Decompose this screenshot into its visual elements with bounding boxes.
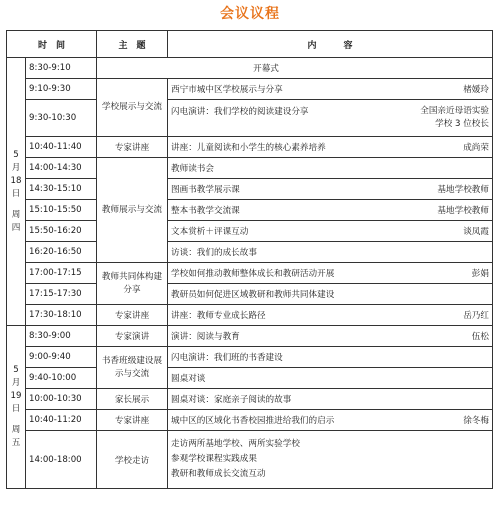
day-month: 5 (13, 149, 19, 160)
table-row (7, 100, 493, 137)
content-text: 讲座：儿童阅读和小学生的核心素养培养 (171, 143, 326, 153)
topic-label: 学校展示与交流 (101, 102, 163, 112)
table-row (7, 242, 493, 263)
agenda-table (6, 30, 493, 489)
content-cell (168, 263, 493, 284)
time-cell: 16:20-16:50 (26, 242, 97, 263)
topic-cell: 家长展示 (97, 389, 168, 410)
content-text: 演讲：阅读与教育 (171, 332, 240, 342)
header-row (7, 31, 493, 58)
content-cell (168, 200, 493, 221)
day-week: 周 (11, 209, 21, 220)
topic-cell: 学校走访 (97, 431, 168, 489)
content-text: 城中区的区域化书香校园推进给我们的启示 (171, 416, 335, 426)
speaker-name: 谈凤霞 (463, 227, 489, 237)
time-cell: 14:30-15:10 (26, 179, 97, 200)
time-cell: 17:00-17:15 (26, 263, 97, 284)
topic-cell (97, 263, 168, 305)
content-cell (168, 326, 493, 347)
speaker-name: 全国亲近母语实验 (420, 106, 489, 116)
table-row (7, 389, 493, 410)
table-row (7, 200, 493, 221)
day-cell-18 (7, 58, 26, 326)
header-time: 时 间 (7, 31, 97, 58)
content-cell: 圆桌对谈 (168, 368, 493, 389)
content-text: 文本赏析＋评课互动 (171, 227, 249, 237)
time-cell: 17:15-17:30 (26, 284, 97, 305)
day-weekday: 四 (11, 222, 21, 233)
table-row (7, 79, 493, 100)
content-text: 学校如何推动教师整体成长和教研活动开展 (171, 269, 335, 279)
content-text: 讲座：教师专业成长路径 (171, 311, 266, 321)
speaker-name: 成尚荣 (463, 143, 489, 153)
time-cell: 8:30-9:10 (26, 58, 97, 79)
table-row (7, 305, 493, 326)
content-cell (168, 410, 493, 431)
time-cell: 15:10-15:50 (26, 200, 97, 221)
table-row (7, 158, 493, 179)
time-cell: 9:00-9:40 (26, 347, 97, 368)
content-text: 图画书教学展示课 (171, 185, 240, 195)
content-text: 闪电演讲：我们学校的阅读建设分享 (171, 107, 309, 117)
topic-cell (97, 79, 168, 137)
table-row (7, 137, 493, 158)
day-weekday: 五 (11, 438, 21, 448)
content-text: 西宁市城中区学校展示与分享 (171, 85, 283, 95)
speaker-name: 楮媛玲 (463, 85, 489, 95)
content-cell (168, 137, 493, 158)
time-cell: 14:00-14:30 (26, 158, 97, 179)
speaker-name: 学校 3 位校长 (435, 119, 489, 129)
table-row (7, 58, 493, 79)
day-month: 5 (13, 365, 19, 375)
day-month-unit: 月 (11, 162, 21, 173)
table-row (7, 431, 493, 489)
table-row (7, 410, 493, 431)
topic-label: 书香班级建设展示与交流 (101, 355, 163, 379)
time-cell: 9:30-10:30 (26, 100, 97, 137)
header-topic: 主 题 (97, 31, 168, 58)
table-row (7, 368, 493, 389)
content-cell (168, 179, 493, 200)
table-row (7, 263, 493, 284)
time-cell: 9:10-9:30 (26, 79, 97, 100)
content-cell (168, 431, 493, 489)
time-cell: 17:30-18:10 (26, 305, 97, 326)
header-content: 内 容 (168, 31, 493, 58)
table-row (7, 347, 493, 368)
table-row (7, 179, 493, 200)
time-cell: 10:40-11:20 (26, 410, 97, 431)
topic-cell (97, 158, 168, 263)
content-cell: 教师读书会 (168, 158, 493, 179)
day-date: 19 (10, 391, 22, 401)
topic-cell: 专家讲座 (97, 305, 168, 326)
table-row (7, 326, 493, 347)
topic-label: 教师共同体构建分享 (101, 271, 163, 295)
speaker-name: 岳乃红 (463, 311, 489, 321)
speaker-name: 伍松 (471, 332, 489, 342)
topic-cell: 专家讲座 (97, 410, 168, 431)
speaker-name: 基地学校教师 (437, 185, 489, 195)
content-cell (168, 221, 493, 242)
content-cell (168, 305, 493, 326)
content-text: 教研和教师成长交流互动 (171, 469, 266, 479)
day-date-unit: 日 (11, 188, 21, 199)
table-row (7, 221, 493, 242)
time-cell: 15:50-16:20 (26, 221, 97, 242)
day-date-unit: 日 (11, 404, 21, 414)
topic-cell: 专家演讲 (97, 326, 168, 347)
content-text: 参观学校课程实践成果 (171, 454, 257, 464)
speaker-name: 彭娟 (471, 269, 489, 279)
topic-label: 教师展示与交流 (101, 204, 163, 215)
day-week: 周 (11, 425, 21, 435)
time-cell: 10:40-11:40 (26, 137, 97, 158)
content-cell: 圆桌对谈：家庭亲子阅读的故事 (168, 389, 493, 410)
content-cell (168, 79, 493, 100)
table-row (7, 284, 493, 305)
content-cell: 开幕式 (97, 58, 493, 79)
page-title: 会议议程 (220, 6, 280, 22)
topic-cell (97, 347, 168, 389)
content-cell: 闪电演讲：我们班的书香建设 (168, 347, 493, 368)
time-cell: 10:00-10:30 (26, 389, 97, 410)
content-cell: 访谈：我们的成长故事 (168, 242, 493, 263)
time-cell: 14:00-18:00 (26, 431, 97, 489)
day-date: 18 (10, 175, 22, 186)
speaker-name: 徐冬梅 (463, 416, 489, 426)
topic-cell: 专家讲座 (97, 137, 168, 158)
content-text: 走访两所基地学校、两所实验学校 (171, 439, 300, 449)
day-month-unit: 月 (11, 378, 21, 388)
content-text: 整本书教学交流课 (171, 206, 240, 216)
speaker-name: 基地学校教师 (437, 206, 489, 216)
content-cell: 教研员如何促进区域教研和教师共同体建设 (168, 284, 493, 305)
day-cell-19 (7, 326, 26, 489)
time-cell: 8:30-9:00 (26, 326, 97, 347)
time-cell: 9:40-10:00 (26, 368, 97, 389)
content-cell (168, 100, 493, 137)
